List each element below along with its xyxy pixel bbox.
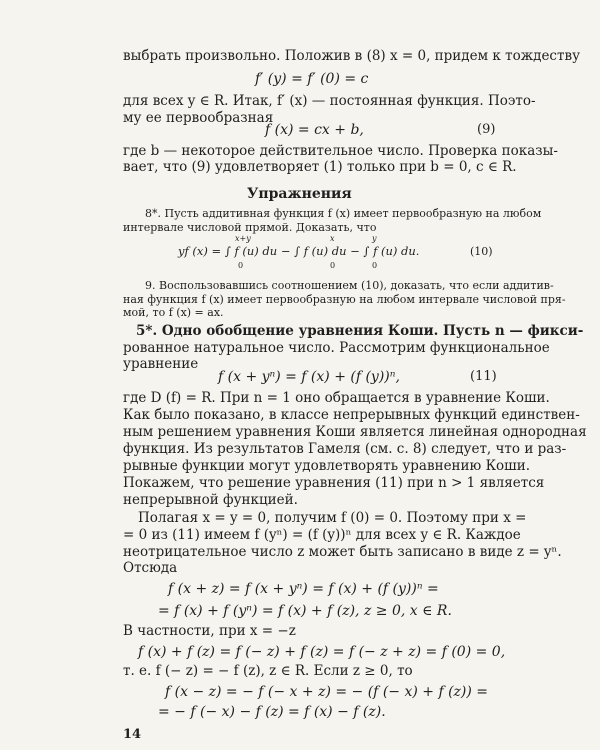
- equation-10: yf (x) = ∫ f (u) du − ∫ f (u) du − ∫ f (u) du.: [178, 244, 420, 258]
- text-line: функция. Из результатов Гамеля (см. с. 8) следует, что и раз-: [123, 441, 567, 457]
- equation: = f (x) + f (yⁿ) = f (x) + f (z), z ≥ 0, x ∈ R.: [158, 603, 452, 619]
- text-line: уравнение: [123, 356, 199, 372]
- text-line: Покажем, что решение уравнения (11) при n > 1 является: [123, 475, 545, 491]
- text-line: Как было показано, в классе непрерывных функций единствен-: [123, 407, 580, 423]
- text-line: Полагая x = y = 0, получим f (0) = 0. Поэтому при x =: [138, 510, 527, 526]
- equation-11: f (x + yⁿ) = f (x) + (f (y))ⁿ,: [218, 369, 400, 385]
- text-line: неотрицательное число z может быть записано в виде z = yⁿ.: [123, 544, 562, 560]
- integral-lower-limit: 0: [330, 261, 336, 270]
- text-line: непрерывной функцией.: [123, 492, 298, 508]
- page-number: 14: [123, 727, 142, 742]
- integral-upper-limit: x+y: [235, 234, 251, 243]
- integral-upper-limit: x: [330, 234, 335, 243]
- integral-upper-limit: y: [372, 234, 377, 243]
- equation: f′ (y) = f′ (0) = c: [255, 71, 369, 87]
- text-line: т. е. f (− z) = − f (z), z ∈ R. Если z ≥ 0, то: [123, 663, 413, 679]
- equation: f (x − z) = − f (− x + z) = − (f (− x) + f (z)) =: [165, 684, 489, 700]
- text-line: му ее первообразная: [123, 110, 274, 126]
- text-line: = 0 из (11) имеем f (yⁿ) = (f (y))ⁿ для всех y ∈ R. Каждое: [123, 527, 521, 543]
- text-line: мой, то f (x) = ax.: [123, 306, 224, 319]
- text-line: В частности, при x = −z: [123, 623, 296, 639]
- integral-lower-limit: 0: [372, 261, 378, 270]
- text-line: вает, что (9) удовлетворяет (1) только при b = 0, c ∈ R.: [123, 159, 517, 175]
- section-title-line: 5*. Одно обобщение уравнения Коши. Пусть n — фикси-: [136, 323, 584, 339]
- equation-9: f (x) = cx + b,: [265, 122, 364, 138]
- integral-lower-limit: 0: [238, 261, 244, 270]
- text-line: где b — некоторое действительное число. Проверка показы-: [123, 143, 558, 159]
- equation-number: (10): [470, 245, 493, 258]
- text-line: рывные функции могут удовлетворять уравнению Коши.: [123, 458, 531, 474]
- equation-number: (11): [470, 369, 497, 384]
- text-line: 9. Воспользовавшись соотношением (10), доказать, что если аддитив-: [145, 279, 554, 292]
- text-line: Отсюда: [123, 560, 178, 576]
- text-line: выбрать произвольно. Положив в (8) x = 0, придем к тождеству: [123, 48, 581, 64]
- equation-number: (9): [477, 122, 496, 137]
- equation: f (x + z) = f (x + yⁿ) = f (x) + (f (y))ⁿ =: [168, 581, 439, 597]
- equation: = − f (− x) − f (z) = f (x) − f (z).: [158, 704, 386, 720]
- text-line: ным решением уравнения Коши является линейная однородная: [123, 424, 587, 440]
- equation: f (x) + f (z) = f (− z) + f (z) = f (− z + z) = f (0) = 0,: [138, 644, 506, 660]
- text-line: рованное натуральное число. Рассмотрим функциональное: [123, 340, 550, 356]
- text-line: ная функция f (x) имеет первообразную на любом интервале числовой пря-: [123, 293, 566, 306]
- exercises-heading: Упражнения: [247, 186, 352, 202]
- text-line: для всех y ∈ R. Итак, f′ (x) — постоянная функция. Поэто-: [123, 93, 536, 109]
- text-line: 8*. Пусть аддитивная функция f (x) имеет первообразную на любом: [145, 207, 542, 220]
- text-line: интервале числовой прямой. Доказать, что: [123, 221, 377, 234]
- text-line: где D (f) = R. При n = 1 оно обращается в уравнение Коши.: [123, 390, 550, 406]
